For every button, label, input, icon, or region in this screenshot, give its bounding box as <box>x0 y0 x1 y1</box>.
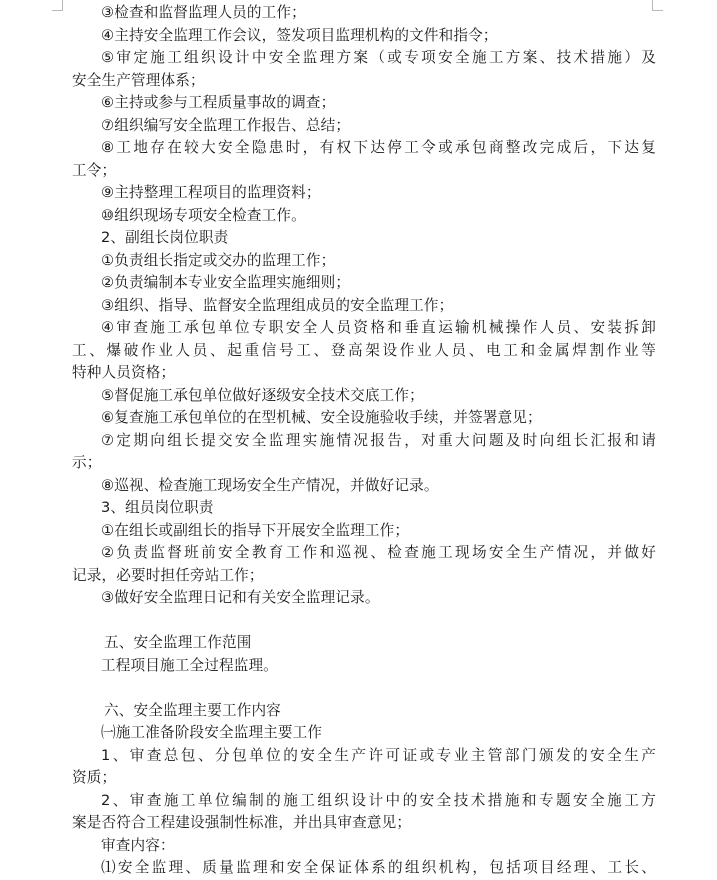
paragraph-line: ③做好安全监理日记和有关安全监理记录。 <box>101 589 380 606</box>
paragraph-line: ①负责组长指定或交办的监理工作； <box>101 251 336 269</box>
paragraph-line: 1、审查总包、分包单位的安全生产许可证或专业主管部门颁发的安全生产 <box>101 746 656 764</box>
paragraph-line: ③检查和监督监理人员的工作； <box>101 4 306 21</box>
paragraph-line: ②负责编制本专业安全监理实施细则； <box>101 274 351 291</box>
paragraph-line: ⑥主持或参与工程质量事故的调查； <box>101 94 336 111</box>
page-corner-mark-left <box>52 0 63 11</box>
paragraph-line: ⑧巡视、检查施工现场安全生产情况，并做好记录。 <box>101 476 439 494</box>
paragraph-line: 记录，必要时担任旁站工作； <box>72 566 264 584</box>
paragraph-line: ④审查施工承包单位专职安全人员资格和垂直运输机械操作人员、安装拆卸 <box>101 319 656 336</box>
paragraph-line: ③组织、指导、监督安全监理组成员的安全监理工作； <box>101 296 454 314</box>
paragraph-line: ⑦定期向组长提交安全监理实施情况报告，对重大问题及时向组长汇报和请 <box>101 431 656 449</box>
paragraph-line: ④主持安全监理工作会议，签发项目监理机构的文件和指令； <box>101 26 498 44</box>
paragraph-line: 工、爆破作业人员、起重信号工、登高架设作业人员、电工和金属焊割作业等 <box>72 341 656 359</box>
paragraph-line: ⑧工地存在较大安全隐患时，有权下达停工令或承包商整改完成后，下达复 <box>101 139 656 156</box>
paragraph-line: 示； <box>72 454 102 471</box>
paragraph-line: ⑩组织现场专项安全检查工作。 <box>101 206 306 224</box>
paragraph-line: ⑦组织编写安全监理工作报告、总结； <box>101 116 351 134</box>
section-heading: 五、安全监理工作范围 <box>104 634 252 651</box>
document-page <box>72 2 656 880</box>
paragraph-line: ⑤审定施工组织设计中安全监理方案（或专项安全施工方案、技术措施）及 <box>101 49 656 66</box>
paragraph-line: 特种人员资格； <box>72 364 176 381</box>
blank-line <box>72 677 656 700</box>
paragraph-line: ⑤督促施工承包单位做好逐级安全技术交底工作； <box>101 386 424 404</box>
paragraph-line: ⑴安全监理、质量监理和安全保证体系的组织机构，包括项目经理、工长、 <box>101 859 656 876</box>
paragraph-line: ①在组长或副组长的指导下开展安全监理工作； <box>101 521 410 539</box>
paragraph-line: 安全生产管理体系； <box>72 71 205 89</box>
paragraph-line: 工程项目施工全过程监理。 <box>101 656 278 674</box>
section-subheading: ㈠施工准备阶段安全监理主要工作 <box>101 724 323 741</box>
blank-line <box>72 610 656 633</box>
paragraph-line: 工令； <box>72 161 117 179</box>
section-subheading: 2、副组长岗位职责 <box>101 229 229 246</box>
paragraph-line: 2、审查施工单位编制的施工组织设计中的安全技术措施和专题安全施工方 <box>101 791 656 809</box>
paragraph-line: 审查内容： <box>101 836 175 854</box>
paragraph-line: ⑥复查施工承包单位的在型机械、安全设施验收手续，并签署意见； <box>101 409 542 426</box>
paragraph-line: ②负责监督班前安全教育工作和巡视、检查施工现场安全生产情况，并做好 <box>101 544 656 561</box>
paragraph-line: ⑨主持整理工程项目的监理资料； <box>101 184 321 201</box>
paragraph-line: 资质； <box>72 769 117 786</box>
paragraph-line: 案是否符合工程建设强制性标准，并出具审查意见； <box>72 814 412 831</box>
section-heading: 六、安全监理主要工作内容 <box>104 701 281 719</box>
section-subheading: 3、组员岗位职责 <box>101 499 214 516</box>
